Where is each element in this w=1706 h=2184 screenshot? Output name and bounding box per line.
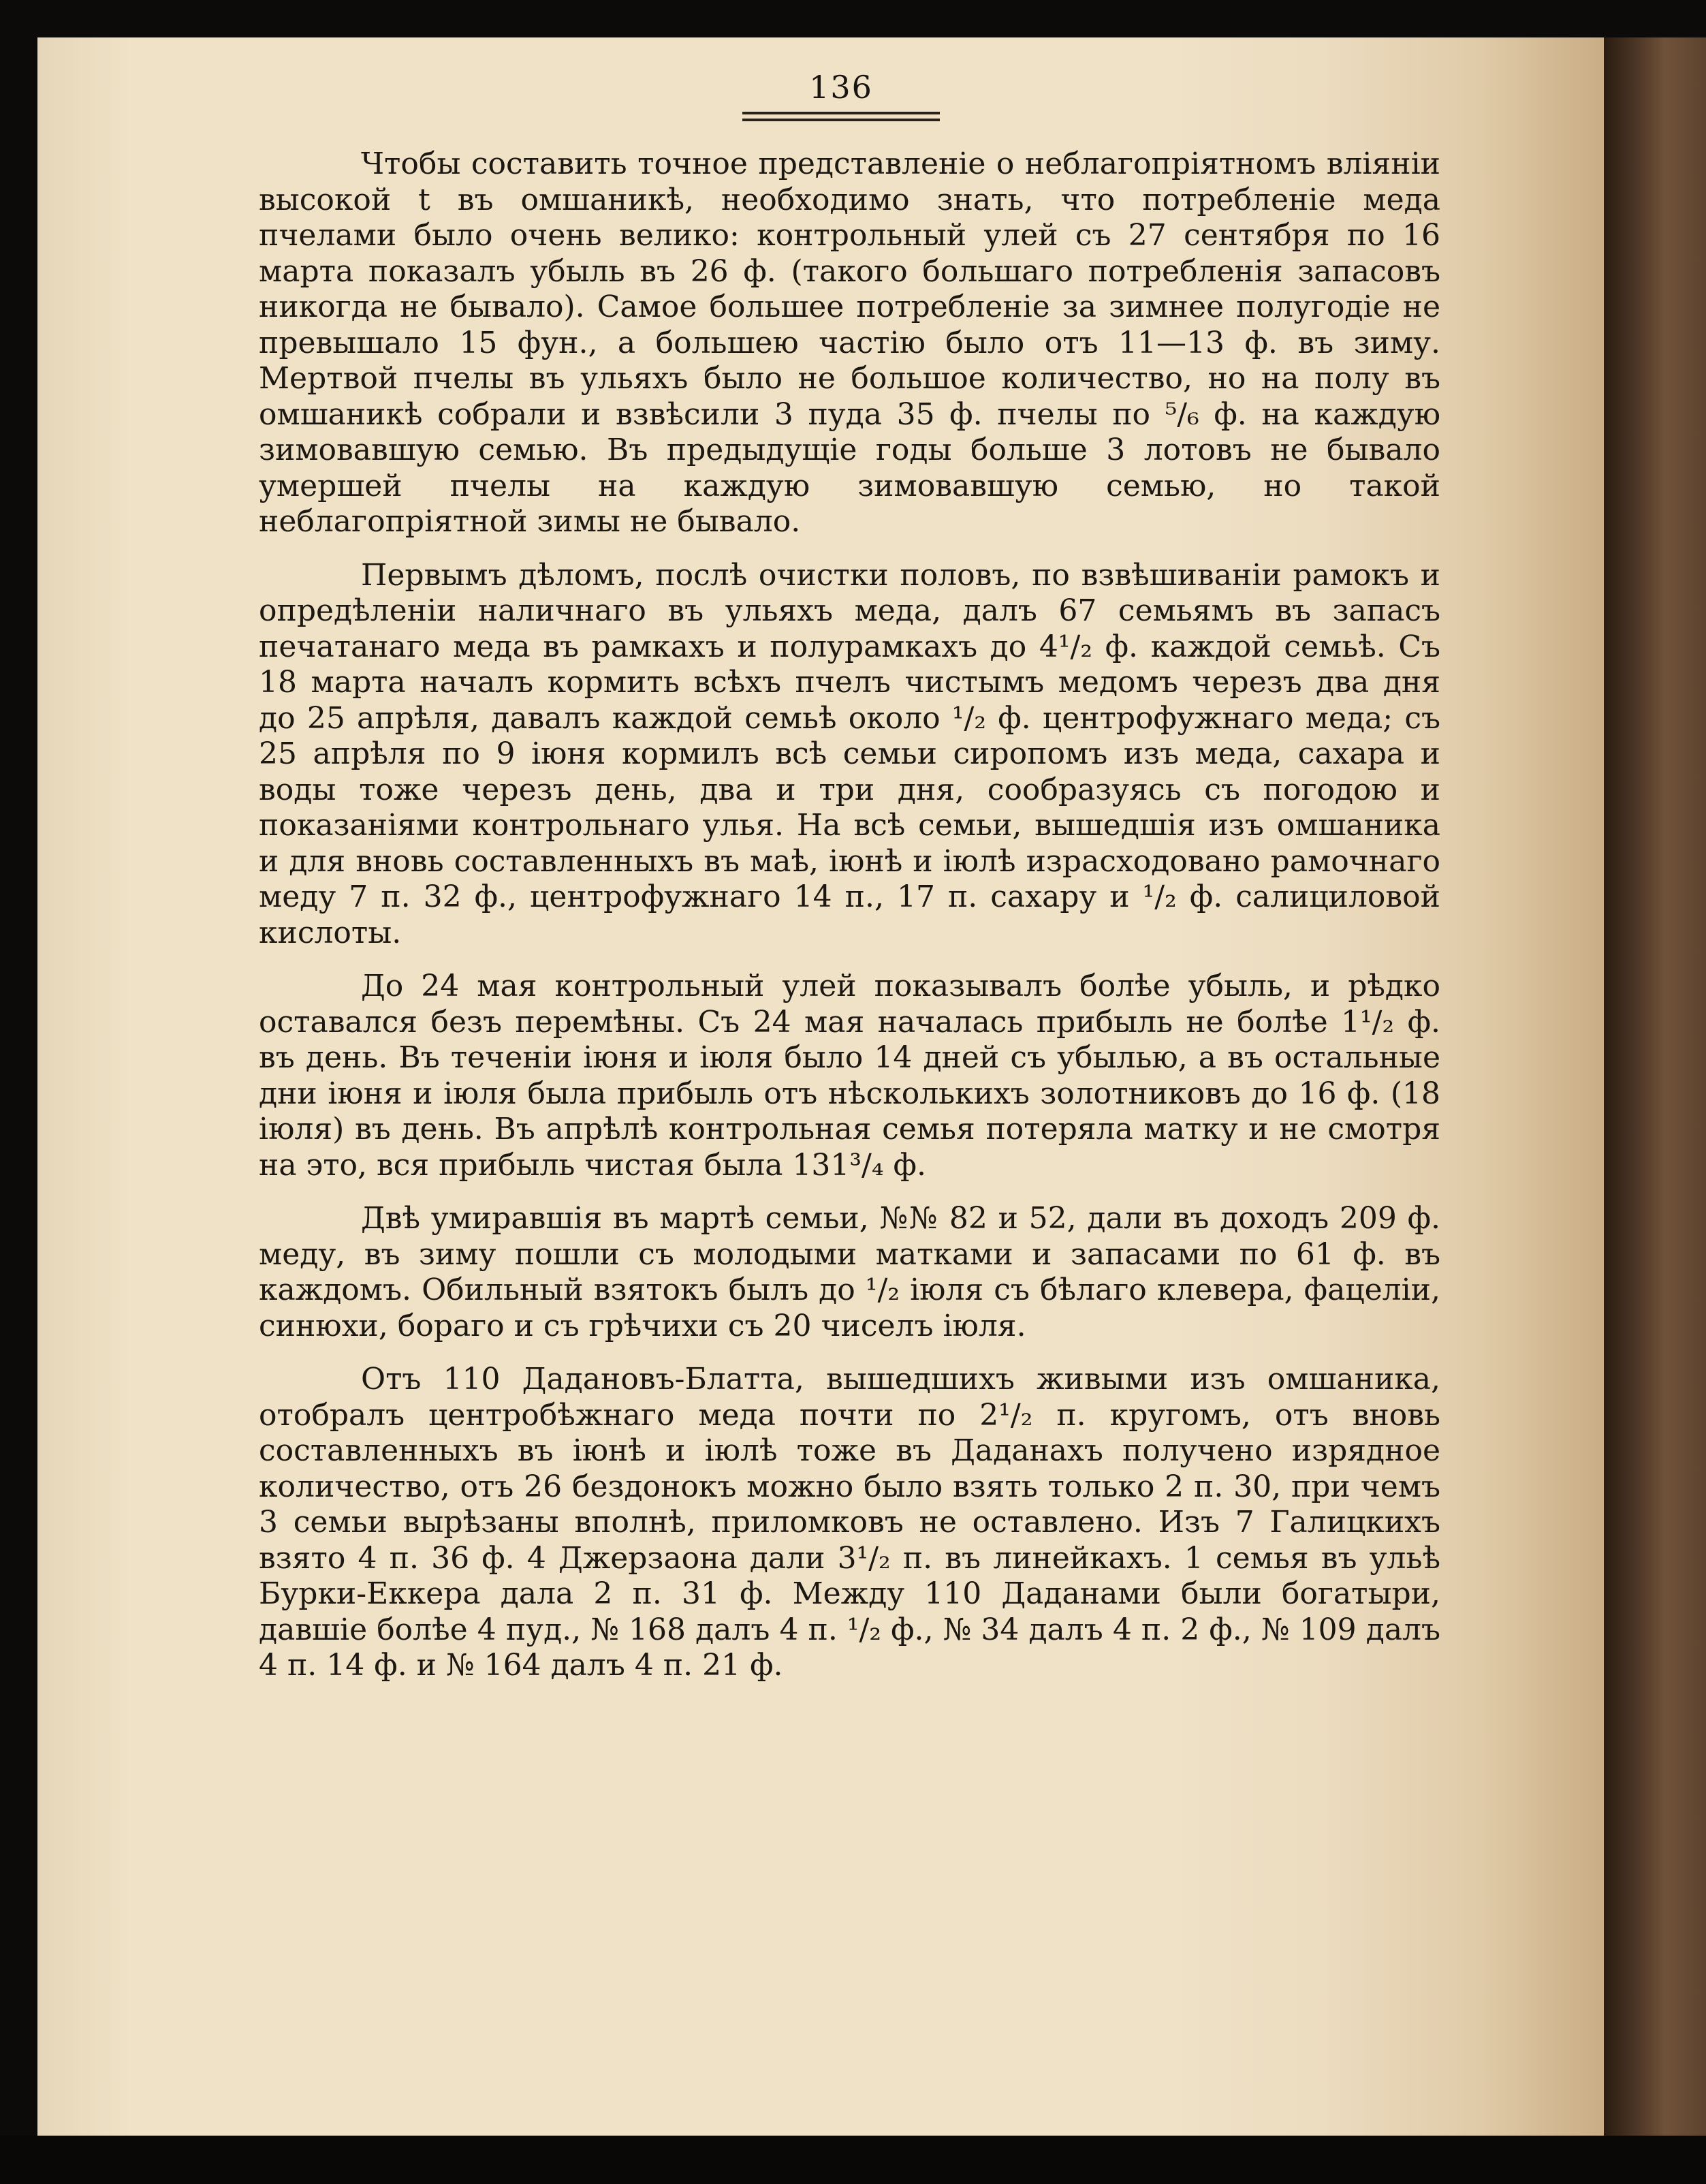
paragraph-1: Чтобы составить точное представленіе о неблагопріятномъ вліяніи высокой t въ омшаникѣ, необходимо знать, что потребленіе меда пчелами было очень велико: контрольный улей съ 27 сентября по 16 марта показалъ убыль въ 26 ф. (такого большаго потребленія запасовъ никогда не бывало). Самое большее потребленіе за зимнее полугодіе не превышало 15 фун., а большею частію было отъ 11—13 ф. въ зиму. Мертвой пчелы въ ульяхъ было не большое количество, но на полу въ омшаникѣ собрали и взвѣсили 3 пуда 35 ф. пчелы по ⁵/₆ ф. на каждую зимовавшую семью. Въ предыдущіе годы больше 3 лотовъ не бывало умершей пчелы на каждую зимовавшую семью, но такой неблагопріятной зимы не бывало. (259, 146, 1440, 539)
paragraph-2: Первымъ дѣломъ, послѣ очистки половъ, по взвѣшиваніи рамокъ и опредѣленіи наличнаго въ ульяхъ меда, далъ 67 семьямъ въ запасъ печатанаго меда въ рамкахъ и полурамкахъ до 4¹/₂ ф. каждой семьѣ. Съ 18 марта началъ кормить всѣхъ пчелъ чистымъ медомъ черезъ два дня до 25 апрѣля, давалъ каждой семьѣ около ¹/₂ ф. центрофужнаго меда; съ 25 апрѣля по 9 іюня кормилъ всѣ семьи сиропомъ изъ меда, сахара и воды тоже черезъ день, два и три дня, сообразуясь съ погодою и показаніями контрольнаго улья. На всѣ семьи, вышедшія изъ омшаника и для вновь составленныхъ въ маѣ, іюнѣ и іюлѣ израсходовано рамочнаго меду 7 п. 32 ф., центрофужнаго 14 п., 17 п. сахару и ¹/₂ ф. салициловой кислоты. (259, 557, 1440, 950)
header-rule-second (742, 119, 940, 121)
page-header (742, 68, 940, 121)
header-rule (742, 112, 940, 114)
paragraph-3: До 24 мая контрольный улей показывалъ болѣе убыль, и рѣдко оставался безъ перемѣны. Съ 24 мая началась прибыль не болѣе 1¹/₂ ф. въ день. Въ теченіи іюня и іюля было 14 дней съ убылью, а въ остальные дни іюня и іюля была прибыль отъ нѣсколькихъ золотниковъ до 16 ф. (18 іюля) въ день. Въ апрѣлѣ контрольная семья потеряла матку и не смотря на это, вся прибыль чистая была 131³/₄ ф. (259, 969, 1440, 1183)
paragraph-4: Двѣ умиравшія въ мартѣ семьи, №№ 82 и 52, дали въ доходъ 209 ф. меду, въ зиму пошли съ молодыми матками и запасами по 61 ф. въ каждомъ. Обильный взятокъ былъ до ¹/₂ іюля съ бѣлаго клевера, фацеліи, синюхи, бораго и съ грѣчихи съ 20 чиселъ іюля. (259, 1201, 1440, 1343)
page-body (259, 146, 1440, 1702)
binding-edge (1604, 37, 1706, 2136)
scan-border (0, 2136, 1706, 2184)
page-number: 136 (809, 69, 873, 106)
paragraph-5: Отъ 110 Дадановъ-Блатта, вышедшихъ живыми изъ омшаника, отобралъ центробѣжнаго меда почти по 2¹/₂ п. кругомъ, отъ вновь составленныхъ въ іюнѣ и іюлѣ тоже въ Даданахъ получено изрядное количество, отъ 26 бездонокъ можно было взять только 2 п. 30, при чемъ 3 семьи вырѣзаны вполнѣ, приломковъ не оставлено. Изъ 7 Галицкихъ взято 4 п. 36 ф. 4 Джерзаона дали 3¹/₂ п. въ линейкахъ. 1 семья въ ульѣ Бурки-Еккера дала 2 п. 31 ф. Между 110 Даданами были богатыри, давшіе болѣе 4 пуд., № 168 далъ 4 п. ¹/₂ ф., № 34 далъ 4 п. 2 ф., № 109 далъ 4 п. 14 ф. и № 164 далъ 4 п. 21 ф. (259, 1362, 1440, 1683)
